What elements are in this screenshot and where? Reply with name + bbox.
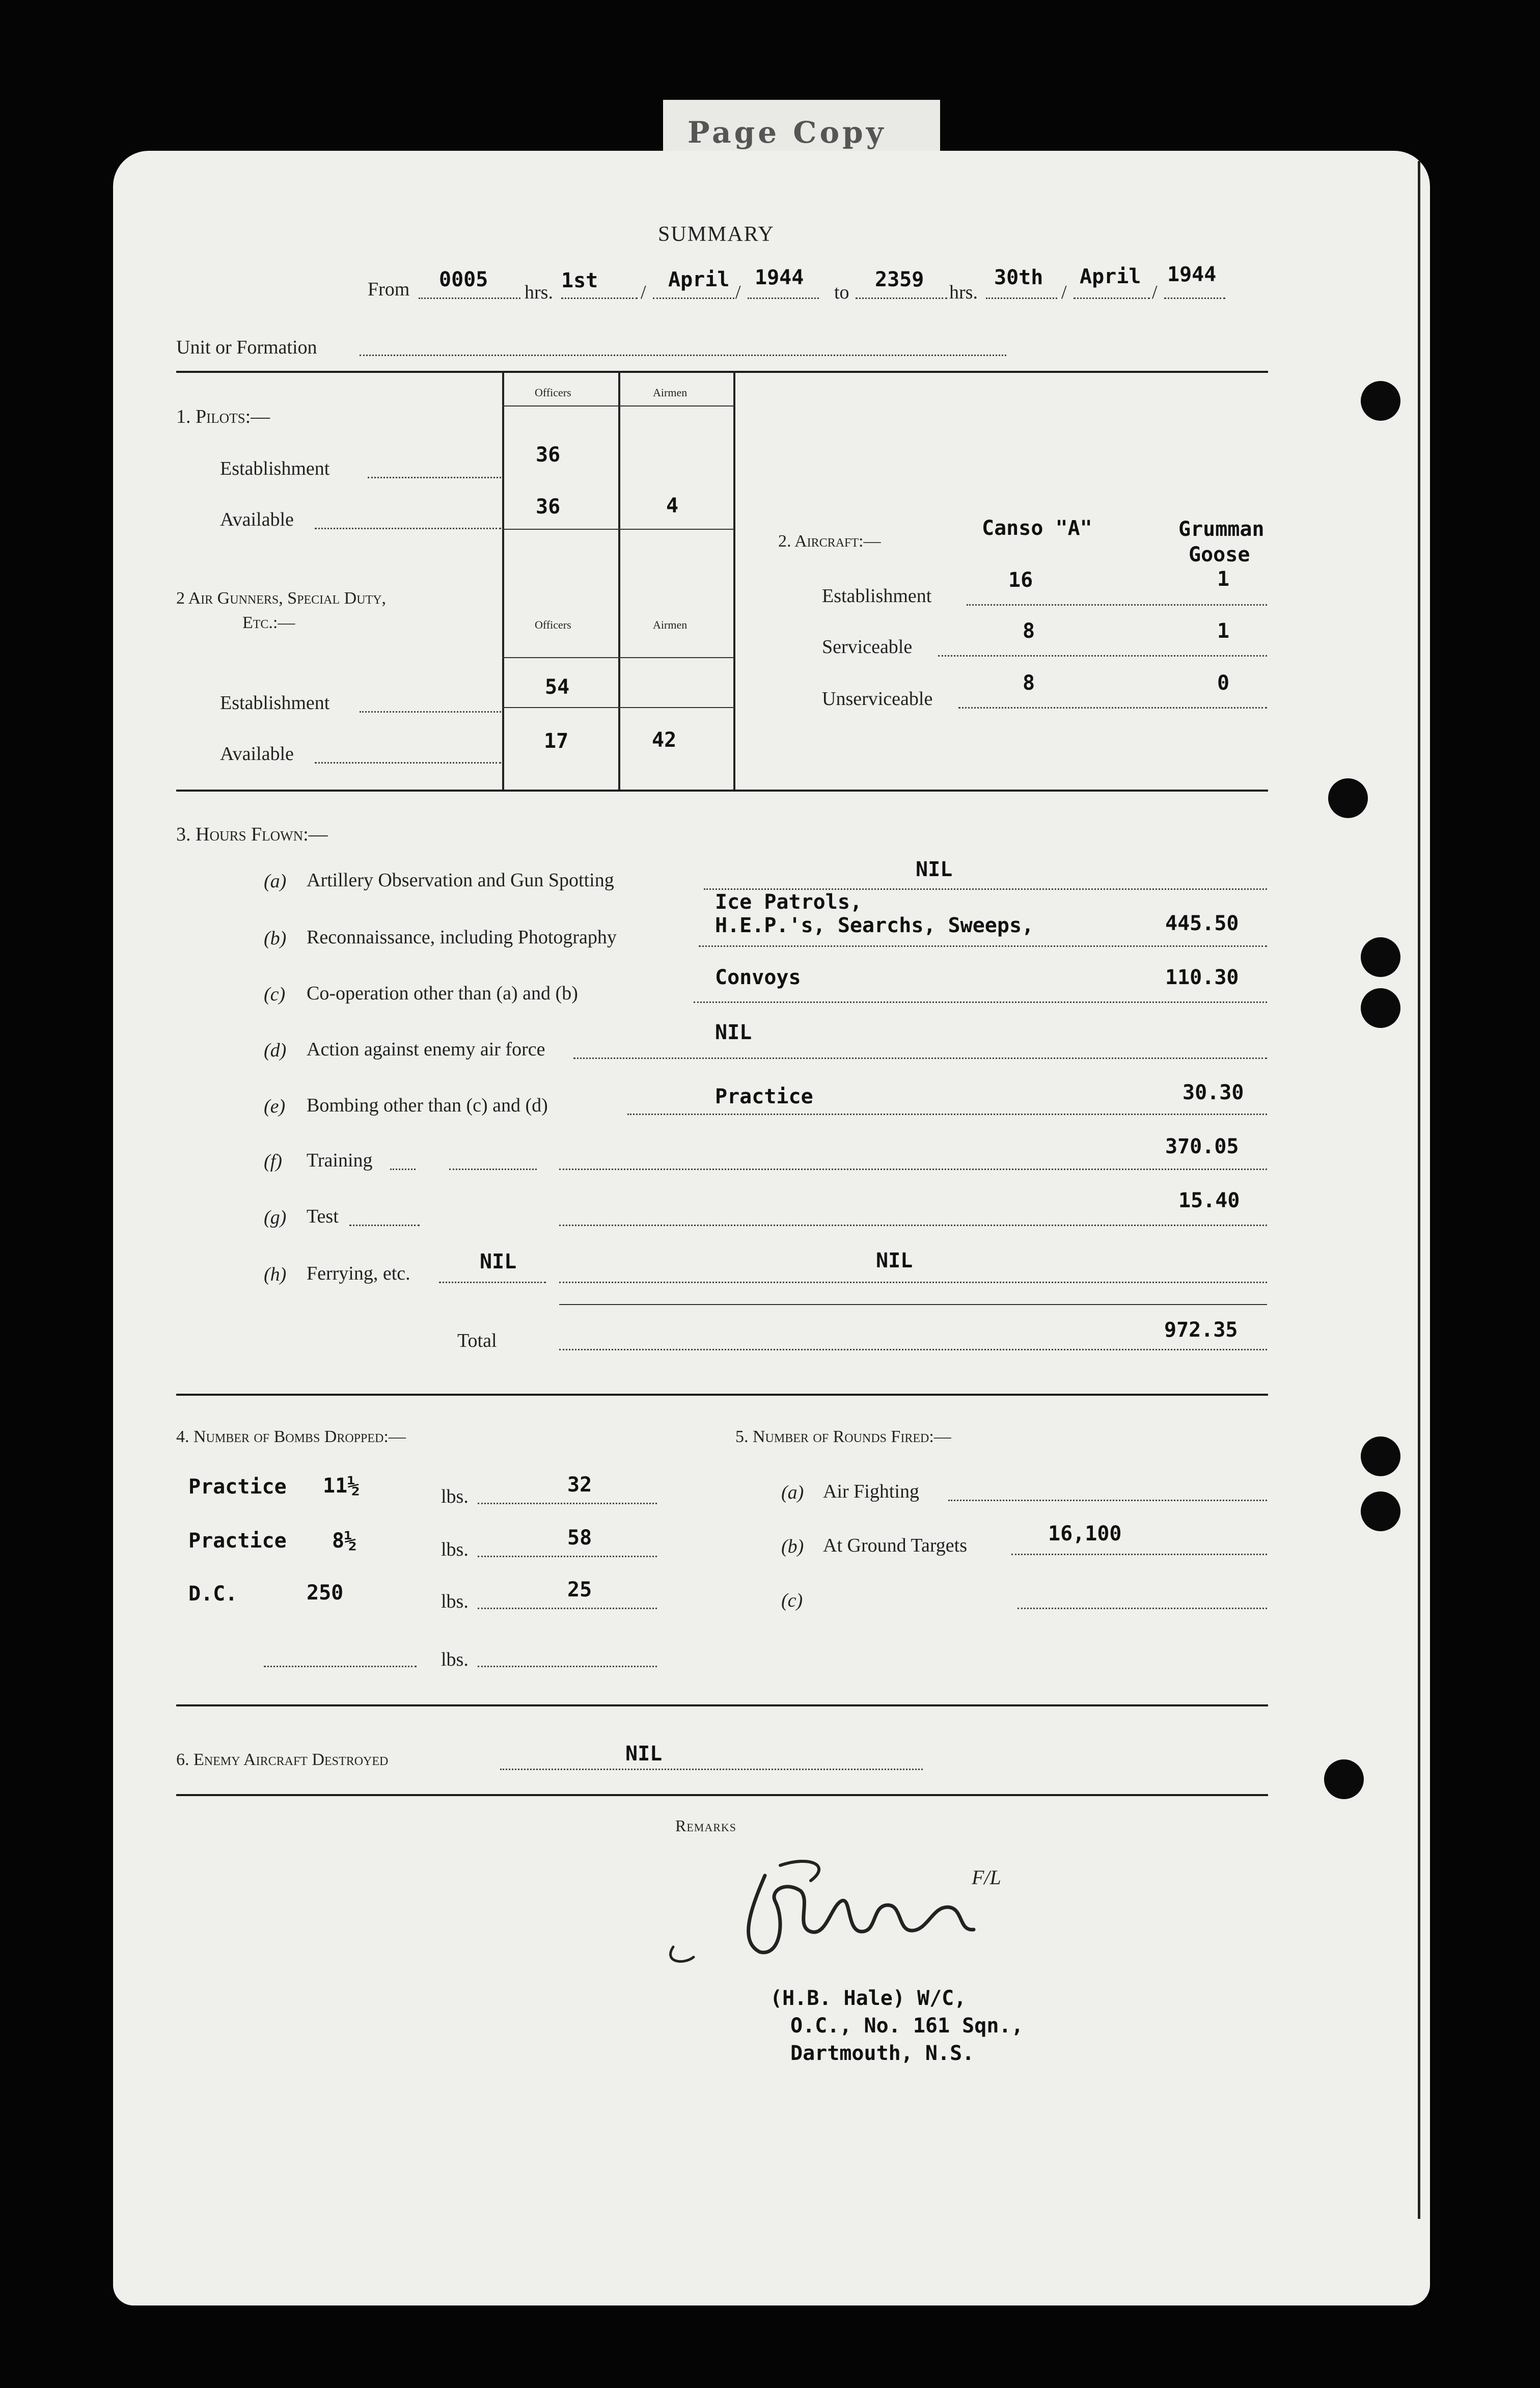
rule-4 xyxy=(176,1704,1268,1706)
summary-form xyxy=(113,151,1430,2305)
hours-g-line-a xyxy=(349,1225,420,1226)
hours-d-label: Action against enemy air force xyxy=(307,1039,545,1060)
hours-c-letter: (c) xyxy=(264,984,286,1005)
aircraft-unserviceable-label: Unserviceable xyxy=(822,688,933,710)
hours-h-line-a xyxy=(439,1282,546,1283)
bombs-2-count: 58 xyxy=(567,1526,592,1550)
pilots-airmen-head: Airmen xyxy=(653,386,688,399)
rule-2 xyxy=(176,790,1268,792)
hours-a-letter: (a) xyxy=(264,871,287,892)
hours-h-label: Ferrying, etc. xyxy=(307,1263,410,1284)
bombs-3-weight: 250 xyxy=(307,1581,344,1605)
hours-e-note: Practice xyxy=(715,1085,813,1108)
hours-f-line-c xyxy=(559,1169,1267,1170)
hours-total-label: Total xyxy=(457,1330,497,1351)
gunners-heading-1: 2 Air Gunners, Special Duty, xyxy=(176,589,387,608)
pilots-officers-head: Officers xyxy=(535,386,571,399)
rounds-a-line xyxy=(948,1500,1267,1501)
aircraft-serviceable-line xyxy=(938,655,1267,657)
bombs-1-weight: 11½ xyxy=(323,1474,360,1498)
hours-g-value: 15.40 xyxy=(1178,1189,1240,1212)
gunners-officers-head: Officers xyxy=(535,618,571,631)
hours-heading: 3. Hours Flown:— xyxy=(176,824,328,845)
bombs-4-lbs: lbs. xyxy=(441,1649,469,1670)
hours-c-label: Co-operation other than (a) and (b) xyxy=(307,983,578,1004)
enemy-value: NIL xyxy=(625,1742,663,1766)
rounds-a-label: Air Fighting xyxy=(823,1481,919,1502)
punch-hole xyxy=(1361,937,1400,977)
header-tab xyxy=(663,100,940,156)
rounds-b-line xyxy=(1011,1554,1267,1555)
hours-g-letter: (g) xyxy=(264,1207,287,1228)
punch-hole xyxy=(1361,988,1400,1028)
from-time: 0005 xyxy=(439,268,488,291)
hours-b-note: H.E.P.'s, Searchs, Sweeps, xyxy=(715,914,1034,937)
to-label: to xyxy=(834,282,849,303)
aircraft-heading: 2. Aircraft:— xyxy=(778,532,881,551)
rounds-b-letter: (b) xyxy=(781,1536,804,1557)
hours-d-letter: (d) xyxy=(264,1040,287,1061)
pilots-establishment-label: Establishment xyxy=(220,458,330,479)
punch-hole xyxy=(1361,381,1400,421)
hours-f-line-b xyxy=(449,1169,537,1170)
bombs-2-type: Practice xyxy=(188,1529,287,1553)
gunners-available-line xyxy=(315,762,501,764)
rounds-a-letter: (a) xyxy=(781,1482,804,1503)
sign-line-3: Dartmouth, N.S. xyxy=(790,2042,975,2065)
gunners-header-rule xyxy=(502,657,734,658)
hours-e-label: Bombing other than (c) and (d) xyxy=(307,1095,548,1116)
col-line-3 xyxy=(733,371,735,790)
from-day-line xyxy=(561,297,638,299)
gunners-establishment-line xyxy=(360,711,501,713)
pilots-available-officers: 36 xyxy=(536,495,561,519)
aircraft-serviceable-goose: 1 xyxy=(1217,619,1230,643)
hours-e-line xyxy=(627,1114,1267,1115)
from-day: 1st xyxy=(561,269,598,292)
hours-b-line xyxy=(699,945,1267,947)
hours-h-note: NIL xyxy=(876,1249,913,1272)
to-day-line xyxy=(986,297,1057,299)
gunners-available-airmen: 42 xyxy=(652,728,677,752)
col-line-2 xyxy=(618,371,620,790)
pilots-establishment-officers: 36 xyxy=(536,443,561,467)
punch-hole xyxy=(1361,1491,1400,1531)
aircraft-type-2-line2: Goose xyxy=(1189,543,1250,566)
bombs-3-type: D.C. xyxy=(188,1582,238,1606)
aircraft-type-2-line1: Grumman xyxy=(1178,518,1264,541)
aircraft-type-1: Canso "A" xyxy=(982,517,1092,540)
aircraft-serviceable-canso: 8 xyxy=(1023,619,1035,643)
hours-f-line-a xyxy=(390,1169,416,1170)
gunners-establishment-label: Establishment xyxy=(220,692,330,714)
bombs-1-count: 32 xyxy=(567,1473,592,1497)
aircraft-unserviceable-line xyxy=(958,707,1267,709)
sign-line-2: O.C., No. 161 Sqn., xyxy=(790,2014,1024,2038)
bombs-3-line xyxy=(478,1608,657,1609)
hrs-label-2: hrs. xyxy=(949,282,978,303)
punch-hole xyxy=(1361,1436,1400,1476)
pilots-establishment-line xyxy=(368,477,501,478)
header-tab-text: Page Copy xyxy=(688,115,887,150)
pilots-bottom-rule xyxy=(502,529,734,530)
hours-d-line xyxy=(573,1057,1267,1059)
rule-5 xyxy=(176,1794,1268,1796)
hours-a-line xyxy=(704,888,1267,890)
to-day: 30th xyxy=(994,266,1043,289)
hours-total-rule xyxy=(559,1304,1267,1305)
hours-b-value: 445.50 xyxy=(1165,912,1239,935)
to-month: April xyxy=(1080,265,1141,288)
punch-hole xyxy=(1324,1759,1364,1799)
bombs-1-lbs: lbs. xyxy=(441,1486,469,1507)
rounds-b-label: At Ground Targets xyxy=(823,1535,968,1556)
aircraft-establishment-goose: 1 xyxy=(1217,567,1230,591)
hours-f-label: Training xyxy=(307,1150,373,1171)
hours-total-value: 972.35 xyxy=(1164,1318,1238,1342)
hours-a-label: Artillery Observation and Gun Spotting xyxy=(307,870,614,891)
bombs-2-line xyxy=(478,1556,657,1557)
bombs-3-count: 25 xyxy=(567,1578,592,1602)
from-time-line xyxy=(419,297,520,299)
remarks-heading: Remarks xyxy=(675,1816,737,1835)
rule-3 xyxy=(176,1394,1268,1396)
bombs-1-type: Practice xyxy=(188,1475,287,1499)
gunners-available-label: Available xyxy=(220,743,294,765)
hours-b-label: Reconnaissance, including Photography xyxy=(307,927,617,948)
bombs-heading: 4. Number of Bombs Dropped:— xyxy=(176,1427,406,1446)
slash-2: / xyxy=(735,282,741,303)
hours-e-value: 30.30 xyxy=(1182,1081,1244,1104)
rounds-heading: 5. Number of Rounds Fired:— xyxy=(735,1427,951,1446)
to-year: 1944 xyxy=(1167,263,1217,286)
aircraft-establishment-label: Establishment xyxy=(822,585,932,607)
to-time-line xyxy=(856,297,947,299)
gunners-establishment-officers: 54 xyxy=(545,675,570,699)
hours-g-line-b xyxy=(559,1225,1267,1226)
from-month-line xyxy=(653,297,734,299)
unit-line xyxy=(360,355,1006,356)
enemy-line xyxy=(500,1769,923,1770)
from-year: 1944 xyxy=(755,266,804,289)
hours-g-label: Test xyxy=(307,1206,339,1227)
pilots-header-rule xyxy=(502,405,734,406)
aircraft-unserviceable-goose: 0 xyxy=(1217,671,1230,695)
from-year-line xyxy=(748,297,819,299)
punch-hole xyxy=(1328,778,1368,818)
form-title: SUMMARY xyxy=(658,223,775,246)
bombs-2-weight: 8½ xyxy=(332,1529,357,1553)
bombs-1-line xyxy=(478,1503,657,1504)
pilots-available-label: Available xyxy=(220,509,294,530)
bombs-4-weight-line xyxy=(264,1666,417,1667)
pilots-available-airmen: 4 xyxy=(666,494,679,518)
hours-e-letter: (e) xyxy=(264,1096,286,1117)
signature-rank: F/L xyxy=(972,1866,1001,1889)
hours-h-letter: (h) xyxy=(264,1264,287,1285)
hours-f-letter: (f) xyxy=(264,1151,282,1172)
slash-1: / xyxy=(641,282,646,303)
pilots-available-line xyxy=(315,528,501,529)
to-time: 2359 xyxy=(875,268,924,291)
aircraft-establishment-canso: 16 xyxy=(1008,568,1033,592)
hrs-label-1: hrs. xyxy=(525,282,553,303)
hours-a-note: NIL xyxy=(916,858,953,881)
bombs-3-lbs: lbs. xyxy=(441,1591,469,1612)
hours-c-value: 110.30 xyxy=(1165,966,1239,989)
bombs-4-line xyxy=(478,1666,657,1667)
hours-d-note: NIL xyxy=(715,1021,752,1044)
aircraft-unserviceable-canso: 8 xyxy=(1023,671,1035,695)
rounds-c-letter: (c) xyxy=(781,1590,803,1611)
to-year-line xyxy=(1164,297,1225,299)
hours-h-line-b xyxy=(559,1282,1267,1283)
hours-c-line xyxy=(694,1001,1267,1003)
gunners-airmen-head: Airmen xyxy=(653,618,688,631)
rounds-b-value: 16,100 xyxy=(1048,1522,1122,1545)
margin-rule xyxy=(1418,161,1420,2219)
from-month: April xyxy=(668,268,730,291)
to-month-line xyxy=(1074,297,1150,299)
hours-total-line xyxy=(559,1349,1267,1350)
slash-4: / xyxy=(1152,282,1158,303)
sign-line-1: (H.B. Hale) W/C, xyxy=(770,1987,967,2010)
gunners-mid-rule xyxy=(502,707,734,708)
hours-b-letter: (b) xyxy=(264,928,287,949)
hours-b-note-1: Ice Patrols, xyxy=(715,890,862,914)
col-line-1 xyxy=(502,371,504,790)
aircraft-serviceable-label: Serviceable xyxy=(822,636,913,658)
bombs-2-lbs: lbs. xyxy=(441,1539,469,1560)
gunners-heading-2: Etc.:— xyxy=(242,613,295,632)
aircraft-establishment-line xyxy=(967,604,1267,606)
enemy-heading: 6. Enemy Aircraft Destroyed xyxy=(176,1750,389,1769)
signature-scrawl xyxy=(658,1845,1045,1967)
gunners-available-officers: 17 xyxy=(544,729,569,753)
hours-h-note-left: NIL xyxy=(480,1250,517,1273)
rounds-c-line xyxy=(1018,1608,1267,1609)
slash-3: / xyxy=(1061,282,1067,303)
hours-c-note: Convoys xyxy=(715,966,801,989)
pilots-heading: 1. Pilots:— xyxy=(176,406,270,427)
unit-label: Unit or Formation xyxy=(176,337,317,358)
from-label: From xyxy=(368,279,410,300)
rule-1 xyxy=(176,371,1268,373)
hours-f-value: 370.05 xyxy=(1165,1135,1239,1158)
